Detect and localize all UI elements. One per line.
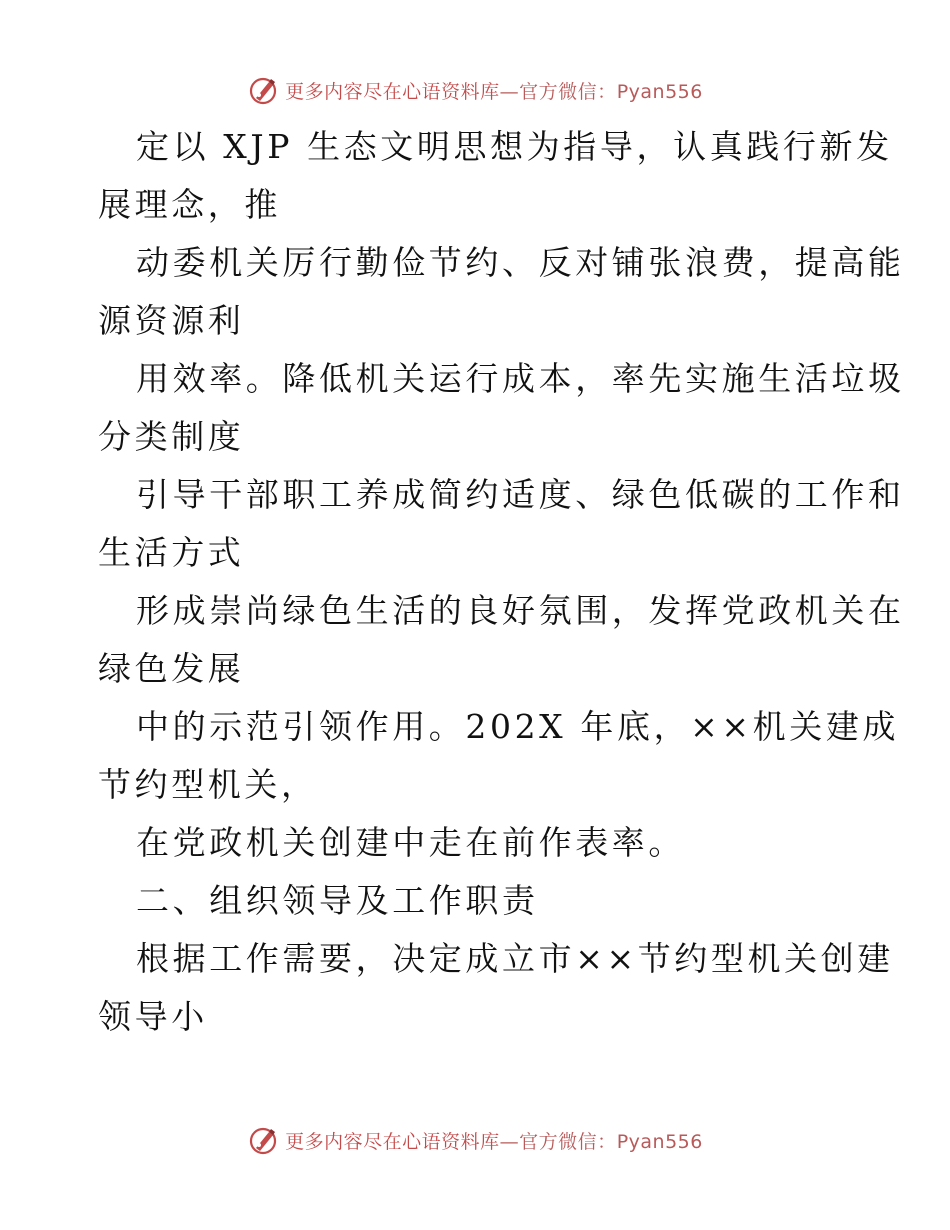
watermark-text: [285, 77, 703, 104]
watermark-site-text: 更多内容尽在心语资料库: [285, 1130, 500, 1153]
paragraph-line: 在党政机关创建中走在前作表率。: [136, 823, 685, 862]
watermark-account: Pyan556: [616, 80, 703, 103]
watermark-account: Pyan556: [616, 1130, 703, 1153]
pen-logo-icon: [247, 74, 279, 106]
paragraph-line: 展理念，推: [98, 185, 281, 224]
paragraph-line: 分类制度: [98, 417, 245, 456]
paragraph-line: 领导小: [98, 997, 208, 1036]
watermark-dash: —: [499, 80, 520, 103]
paragraph-line: 节约型机关，: [98, 765, 318, 804]
paragraph-line: 源资源利: [98, 301, 245, 340]
paragraph-line: 定以 XJP 生态文明思想为指导，认真践行新发: [136, 127, 893, 166]
paragraph-line: 动委机关厉行勤俭节约、反对铺张浪费，提高能: [136, 243, 905, 282]
paragraph-line: 形成崇尚绿色生活的良好氛围，发挥党政机关在: [136, 591, 905, 630]
paragraph-line: 用效率。降低机关运行成本，率先实施生活垃圾: [136, 359, 905, 398]
watermark-dash: —: [499, 1130, 520, 1153]
watermark-group: [247, 74, 703, 106]
paragraph-line: 中的示范引领作用。202X 年底，××机关建成: [136, 707, 900, 746]
footer-watermark: [0, 1118, 950, 1162]
paragraph-line: 引导干部职工养成简约适度、绿色低碳的工作和: [136, 475, 905, 514]
paragraph-line: 生活方式: [98, 533, 245, 572]
paragraph-line: 绿色发展: [98, 649, 245, 688]
pen-logo-icon: [247, 1124, 279, 1156]
watermark-text: [285, 1127, 703, 1154]
watermark-group: [247, 1124, 703, 1156]
document-body: [98, 118, 905, 1046]
paragraph-line: 根据工作需要，决定成立市××节约型机关创建: [136, 939, 894, 978]
watermark-contact-label: 官方微信：: [519, 80, 617, 103]
watermark-contact-label: 官方微信：: [519, 1130, 617, 1153]
watermark-site-text: 更多内容尽在心语资料库: [285, 80, 500, 103]
section-heading: 二、组织领导及工作职责: [136, 881, 539, 920]
header-watermark: [0, 68, 950, 112]
